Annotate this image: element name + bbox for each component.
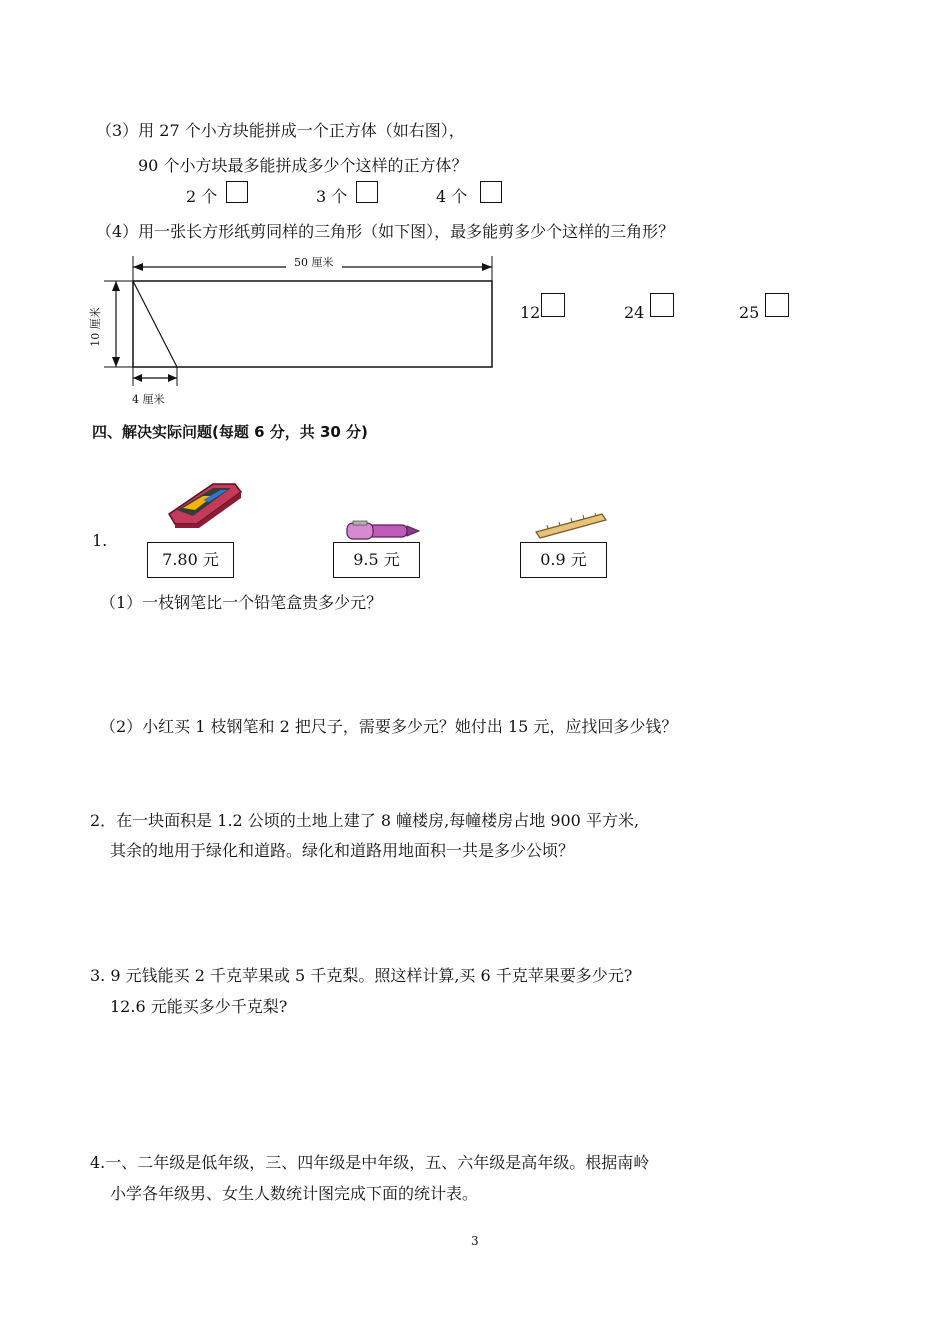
q4-width-label: 50 厘米 — [286, 256, 342, 270]
price-pencil-case: 7.80 元 — [147, 542, 234, 578]
ruler-icon — [534, 512, 608, 538]
price-pen: 9.5 元 — [333, 542, 420, 578]
q3-option-2-label: 3 个 — [316, 187, 348, 206]
q4-option-1-label: 12 — [520, 303, 541, 322]
p2-line1: 2．在一块面积是 1.2 公顷的土地上建了 8 幢楼房,每幢楼房占地 900 平方米, — [90, 811, 640, 830]
page-number: 3 — [471, 1234, 479, 1248]
q4-base-label: 4 厘米 — [132, 393, 165, 406]
price-ruler: 0.9 元 — [520, 542, 607, 578]
q3-option-1-label: 2 个 — [186, 187, 218, 206]
p3-line1: 3. 9 元钱能买 2 千克苹果或 5 千克梨。照这样计算,买 6 千克苹果要多少元? — [90, 966, 633, 985]
q3-line2: 90 个小方块最多能拼成多少个这样的正方体？ — [138, 156, 468, 175]
p2-line2: 其余的地用于绿化和道路。绿化和道路用地面积一共是多少公顷？ — [110, 841, 575, 860]
pen-icon — [343, 519, 423, 543]
q3-line1: （3）用 27 个小方块能拼成一个正方体（如右图）， — [96, 121, 465, 140]
p1-sub2: （2）小红买 1 枝钢笔和 2 把尺子，需要多少元？她付出 15 元，应找回多少钱？ — [100, 717, 678, 736]
q3-option-2-checkbox[interactable] — [356, 181, 378, 203]
q4-option-2-label: 24 — [624, 303, 645, 322]
q4-option-3-label: 25 — [739, 303, 760, 322]
q4-option-1-checkbox[interactable] — [541, 293, 565, 317]
section4-heading: 四、解决实际问题(每题 6 分，共 30 分) — [92, 423, 368, 441]
q3-option-3-checkbox[interactable] — [480, 181, 502, 203]
pencil-case-icon — [163, 478, 243, 528]
p1-sub1: （1）一枝钢笔比一个铅笔盒贵多少元？ — [100, 593, 383, 612]
p4-line1: 4.一、二年级是低年级，三、四年级是中年级，五、六年级是高年级。根据南岭 — [90, 1153, 650, 1172]
q4-height-label: 10 厘米 — [88, 307, 102, 347]
rectangle-triangle-diagram — [80, 248, 500, 408]
q3-option-3-label: 4 个 — [436, 187, 468, 206]
p1-number: 1. — [92, 531, 108, 550]
q4-option-3-checkbox[interactable] — [765, 293, 789, 317]
q4-option-2-checkbox[interactable] — [650, 293, 674, 317]
p4-line2: 小学各年级男、女生人数统计图完成下面的统计表。 — [110, 1184, 479, 1203]
q3-option-1-checkbox[interactable] — [226, 181, 248, 203]
q4-text: （4）用一张长方形纸剪同样的三角形（如下图），最多能剪多少个这样的三角形？ — [96, 222, 675, 241]
p3-line2: 12.6 元能买多少千克梨? — [110, 997, 288, 1016]
